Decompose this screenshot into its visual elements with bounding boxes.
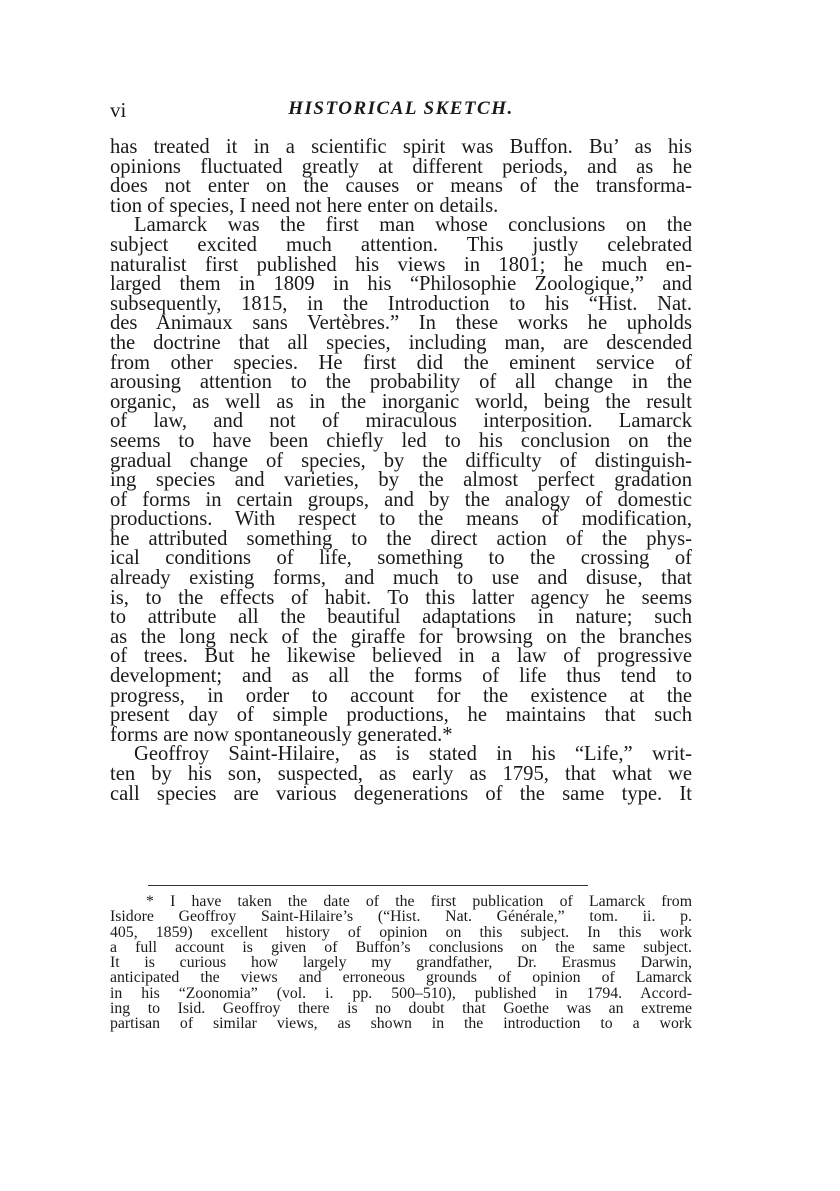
footnote-rule	[148, 885, 588, 886]
body-line: he attributed something to the direct action of the phys-	[110, 527, 692, 550]
body-line: of forms in certain groups, and by the analogy of domestic	[110, 488, 692, 511]
footnote-line: in his “Zoonomia” (vol. i. pp. 500–510), published in 1794. Accord-	[110, 984, 692, 1002]
body-line: ical conditions of life, something to the crossing of	[110, 547, 692, 570]
body-line: to attribute all the beautiful adaptations in nature; such	[110, 606, 692, 629]
body-text	[110, 138, 692, 804]
body-line: gradual change of species, by the difficulty of distinguish-	[110, 449, 692, 472]
body-line: ten by his son, suspected, as early as 1795, that what we	[110, 763, 692, 785]
body-line: of law, and not of miraculous interposition. Lamarck	[110, 410, 692, 433]
body-line: arousing attention to the probability of all change in the	[110, 371, 692, 394]
page-number: vi	[110, 98, 127, 122]
footnote-line: It is curious how largely my grandfather, Dr. Erasmus Darwin,	[110, 954, 692, 972]
body-line: ing species and varieties, by the almost perfect gradation	[110, 469, 692, 492]
body-line: des Animaux sans Vertèbres.” In these works he upholds	[110, 312, 692, 335]
footnotes	[110, 894, 692, 1032]
body-line: Lamarck was the first man whose conclusions on the	[134, 214, 692, 237]
body-line: tion of species, I need not here enter on details.	[110, 194, 499, 217]
body-line: larged them in 1809 in his “Philosophie Zoologique,” and	[110, 273, 692, 296]
body-line: subsequently, 1815, in the Introduction to his “Hist. Nat.	[110, 292, 692, 315]
footnote-line: ing to Isid. Geoffroy there is no doubt that Goethe was an extreme	[110, 1000, 692, 1018]
body-line: organic, as well as in the inorganic world, being the result	[110, 390, 692, 413]
body-line: progress, in order to account for the existence at the	[110, 684, 692, 707]
body-line: productions. With respect to the means of modification,	[110, 508, 692, 531]
body-line: naturalist first published his views in 1801; he much en-	[110, 253, 692, 276]
running-head: HISTORICAL SKETCH.	[288, 98, 514, 119]
body-line: from other species. He first did the eminent service of	[110, 351, 692, 374]
footnote-line: anticipated the views and erroneous grounds of opinion of Lamarck	[110, 969, 692, 987]
body-line: call species are various degenerations of the same type. It	[110, 782, 692, 805]
footnote-line: 405, 1859) excellent history of opinion on this subject. In this work	[110, 923, 692, 941]
body-line: already existing forms, and much to use and disuse, that	[110, 567, 692, 590]
body-line: subject excited much attention. This justly celebrated	[110, 233, 692, 256]
footnote-line: a full account is given of Buffon’s conclusions on the same subject.	[110, 938, 692, 956]
footnote-line: partisan of similar views, as shown in the introduction to a work	[110, 1015, 692, 1033]
body-line: as the long neck of the giraffe for browsing on the branches	[110, 625, 692, 648]
footnote-line: * I have taken the date of the first publication of Lamarck from	[146, 893, 692, 910]
body-line: does not enter on the causes or means of the transforma-	[110, 175, 692, 198]
body-line: is, to the effects of habit. To this latter agency he seems	[110, 586, 692, 609]
body-line: of trees. But he likewise believed in a law of progressive	[110, 645, 692, 668]
body-line: has treated it in a scientific spirit was Buffon. Bu’ as his	[110, 136, 692, 158]
footnote-line: Isidore Geoffroy Saint-Hilaire’s (“Hist. Nat. Générale,” tom. ii. p.	[110, 908, 692, 926]
body-line: seems to have been chiefly led to his conclusion on the	[110, 429, 692, 452]
body-line: development; and as all the forms of life thus tend to	[110, 665, 692, 688]
body-line: opinions fluctuated greatly at different periods, and as he	[110, 155, 692, 178]
body-line: the doctrine that all species, including man, are descended	[110, 331, 692, 354]
body-line: present day of simple productions, he maintains that such	[110, 704, 692, 727]
body-line: forms are now spontaneously generated.*	[110, 723, 453, 746]
page-header	[110, 98, 692, 126]
body-line: Geoffroy Saint-Hilaire, as is stated in his “Life,” writ-	[134, 743, 692, 766]
